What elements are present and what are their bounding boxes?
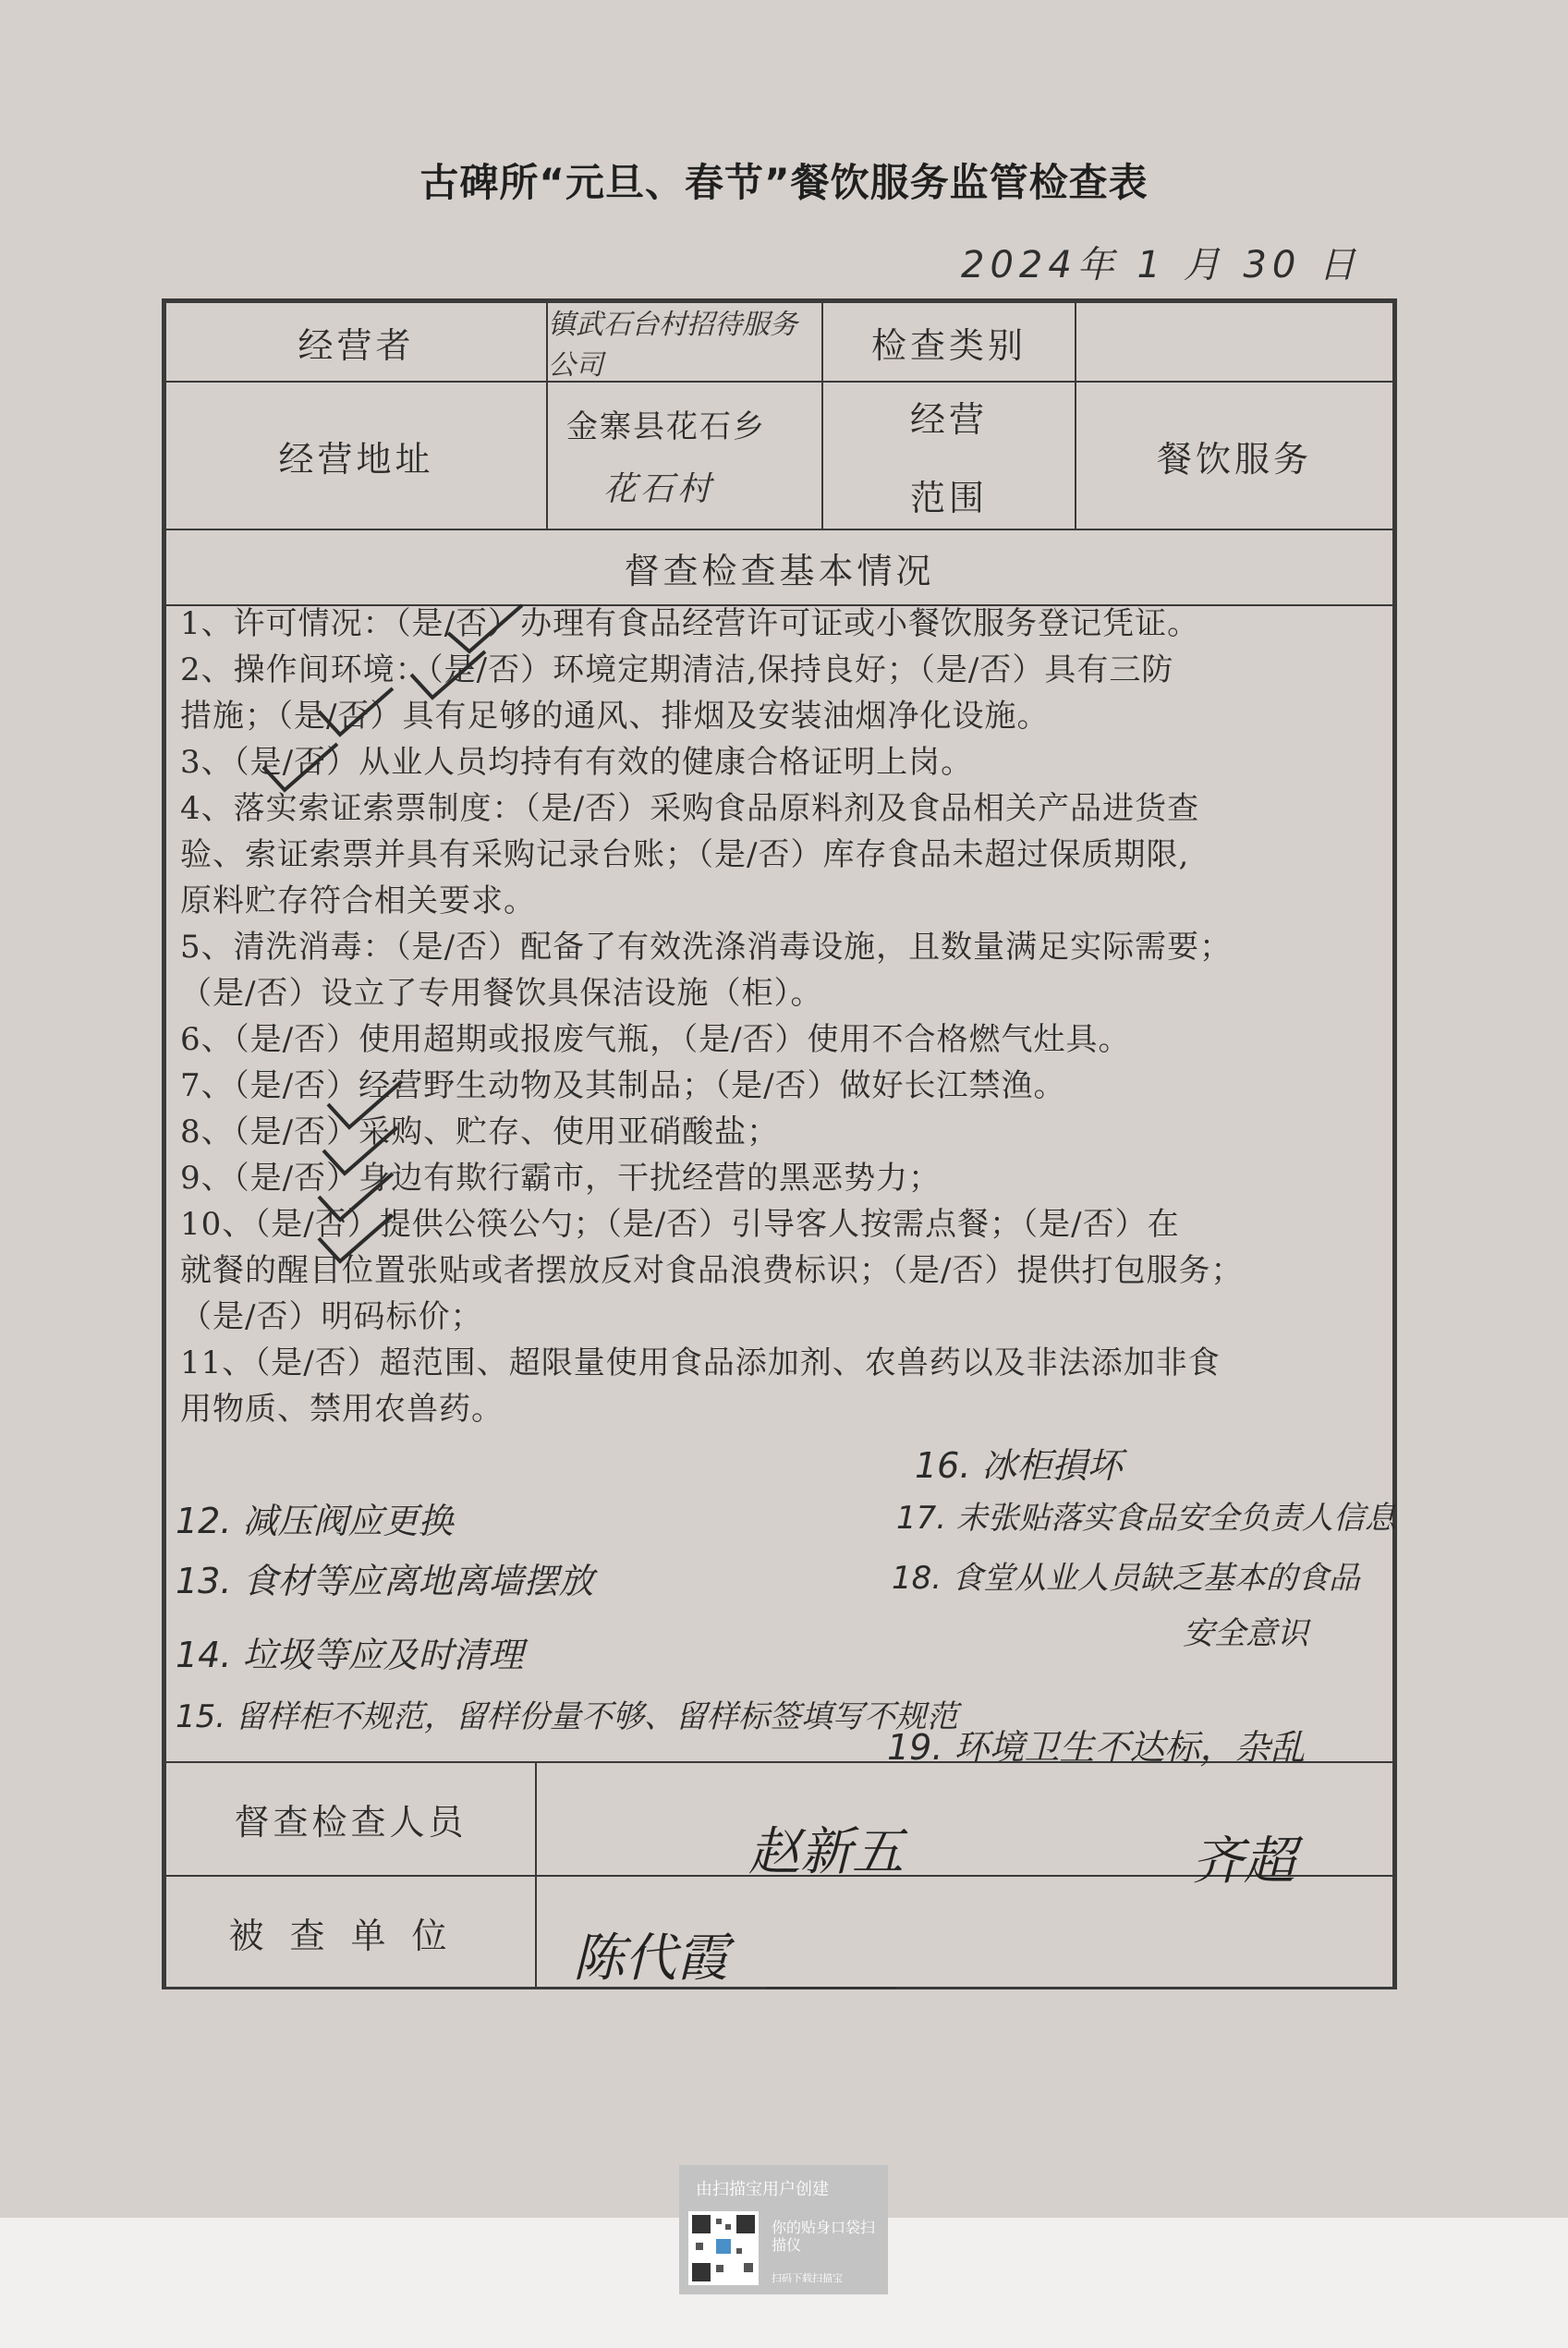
item-line: 验、索证索票并具有采购记录台账；（是/否）库存食品未超过保质期限,	[180, 836, 1190, 873]
category-label: 检查类别	[821, 301, 1076, 383]
operator-value: 镇武石台村招待服务公司	[546, 301, 823, 383]
note-15: 15. 留样柜不规范，留样份量不够、留样标签填写不规范	[176, 1698, 958, 1735]
scope-value: 餐饮服务	[1075, 381, 1394, 530]
note-14: 14. 垃圾等应及时清理	[176, 1635, 524, 1675]
check-mark-8	[314, 1210, 397, 1266]
watermark-line-3: 扫码下载扫描宝	[772, 2272, 843, 2284]
note-19: 19. 环境卫生不达标，杂乱	[887, 1727, 1306, 1768]
address-line-1: 金寨县花石乡	[566, 408, 766, 445]
item-line: 5、清洗消毒：（是/否）配备了有效洗涤消毒设施，且数量满足实际需要；	[180, 929, 1233, 966]
qr-code-icon	[688, 2211, 759, 2285]
check-mark-2	[407, 647, 490, 702]
item-line: 1、许可情况：（是/否）办理有食品经营许可证或小餐饮服务登记凭证。	[180, 605, 1200, 642]
inspected-signature: 陈代霞	[573, 1928, 728, 1989]
note-13: 13. 食材等应离地离墙摆放	[176, 1561, 594, 1601]
inspection-date: 2024年 1 月 30 日	[961, 244, 1362, 286]
item-line: 9、（是/否）身边有欺行霸市，干扰经营的黑恶势力；	[180, 1160, 942, 1197]
signature-underline	[767, 1987, 896, 1989]
inspector-signature-1: 赵新五	[748, 1822, 904, 1882]
scope-label	[821, 381, 1076, 530]
item-line: 4、落实索证索票制度：（是/否）采购食品原料剂及食品相关产品进货查	[180, 790, 1200, 827]
note-18-continued: 安全意识	[1183, 1615, 1308, 1652]
inspector-signature-2: 齐超	[1192, 1831, 1295, 1892]
operator-label: 经营者	[164, 301, 548, 383]
item-line: 11、（是/否）超范围、超限量使用食品添加剂、农兽药以及非法添加非食	[180, 1344, 1221, 1381]
item-line: （是/否）设立了专用餐饮具保洁设施（柜）。	[180, 975, 823, 1012]
address-value	[546, 381, 823, 530]
item-line: 用物质、禁用农兽药。	[180, 1391, 504, 1428]
item-line: 就餐的醒目位置张贴或者摆放反对食品浪费标识；（是/否）提供打包服务；	[180, 1252, 1244, 1289]
item-line: 措施；（是/否）具有足够的通风、排烟及安装油烟净化设施。	[180, 698, 1050, 735]
category-value	[1075, 301, 1394, 383]
note-17: 17. 未张贴落实食品安全负责人信息	[896, 1500, 1396, 1537]
item-line: 7、（是/否）经营野生动物及其制品；（是/否）做好长江禁渔。	[180, 1067, 1066, 1104]
item-line: 6、（是/否）使用超期或报废气瓶，（是/否）使用不合格燃气灶具。	[180, 1021, 1131, 1058]
scope-label-line-2: 范围	[909, 478, 988, 518]
item-line: 10、（是/否）提供公筷公勺；（是/否）引导客人按需点餐；（是/否）在	[180, 1206, 1180, 1243]
item-line: 2、操作间环境：（是/否）环境定期清洁,保持良好；（是/否）具有三防	[180, 651, 1174, 688]
watermark-line-1: 由扫描宝用户创建	[696, 2180, 829, 2199]
note-16: 16. 冰柜損坏	[915, 1445, 1123, 1486]
item-line: （是/否）明码标价；	[180, 1298, 483, 1335]
address-line-2: 花石村	[603, 470, 715, 508]
watermark-line-2: 你的贴身口袋扫描仪	[772, 2219, 876, 2254]
inspector-label: 督查检查人员	[164, 1761, 537, 1877]
inspected-label: 被查单位	[164, 1875, 537, 1989]
item-line: 原料贮存符合相关要求。	[180, 882, 536, 919]
check-mark-4	[259, 739, 342, 795]
section-title: 督查检查基本情况	[164, 529, 1394, 606]
item-line: 3、（是/否）从业人员均持有有效的健康合格证明上岗。	[180, 744, 974, 781]
item-line: 8、（是/否）采购、贮存、使用亚硝酸盐；	[180, 1113, 780, 1150]
note-12: 12. 减压阀应更换	[176, 1501, 454, 1541]
note-18: 18. 食堂从业人员缺乏基本的食品	[892, 1560, 1360, 1597]
check-mark-3	[314, 684, 397, 739]
scanner-watermark	[679, 2165, 888, 2294]
document-title: 古碑所“元旦、春节”餐饮服务监管检查表	[419, 160, 1149, 205]
address-label: 经营地址	[164, 381, 548, 530]
scope-label-line-1: 经营	[909, 399, 988, 440]
